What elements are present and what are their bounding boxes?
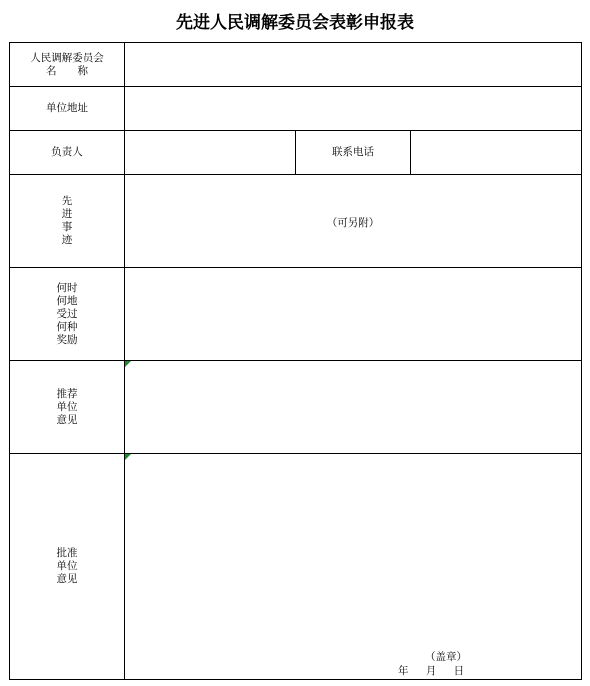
- deeds-label-char: 迹: [61, 234, 73, 246]
- row-recommend: [10, 361, 582, 454]
- awards-label-line: 奖励: [56, 333, 78, 346]
- application-form-table: [9, 42, 582, 680]
- row-responsible: [10, 131, 582, 175]
- recommend-label-line: 意见: [56, 413, 78, 426]
- deeds-label-char: 事: [61, 221, 73, 233]
- form-title: 先进人民调解委员会表彰申报表: [176, 13, 414, 33]
- committee-name-label-line2: 名 称: [46, 64, 88, 77]
- address-field[interactable]: [125, 87, 582, 131]
- approve-label: [10, 454, 125, 680]
- approve-label-line: 批准: [56, 547, 78, 559]
- awards-label-line: 何时: [56, 281, 78, 294]
- awards-label-line: 何种: [56, 320, 78, 333]
- committee-name-field[interactable]: [125, 43, 582, 87]
- row-approve: [10, 454, 582, 680]
- recommend-label-line: 单位: [56, 400, 78, 413]
- phone-label: 联系电话: [296, 131, 411, 175]
- approve-label-line: 意见: [56, 573, 78, 585]
- committee-name-label: [10, 43, 125, 87]
- committee-name-label-line1: 人民调解委员会: [30, 51, 104, 64]
- recommend-label-line: 推荐: [56, 387, 78, 400]
- seal-text: （盖章）: [425, 651, 467, 663]
- approve-label-line: 单位: [56, 560, 78, 572]
- date-text: 年 月 日: [398, 665, 465, 677]
- deeds-label: [10, 175, 125, 268]
- row-awards: [10, 268, 582, 361]
- address-label: 单位地址: [10, 87, 125, 131]
- awards-label-line: 何地: [56, 294, 78, 307]
- deeds-label-char: 先: [61, 195, 73, 207]
- deeds-note: （可另附）: [326, 217, 380, 229]
- phone-field[interactable]: [411, 131, 582, 175]
- row-deeds: [10, 175, 582, 268]
- recommend-field[interactable]: [125, 361, 582, 454]
- awards-field[interactable]: [125, 268, 582, 361]
- responsible-field[interactable]: [125, 131, 296, 175]
- deeds-label-char: 进: [61, 208, 73, 220]
- row-address: [10, 87, 582, 131]
- awards-label: [10, 268, 125, 361]
- approve-field[interactable]: [125, 454, 582, 680]
- responsible-label: 负责人: [10, 131, 125, 175]
- awards-label-line: 受过: [56, 307, 78, 320]
- row-committee-name: [10, 43, 582, 87]
- recommend-label: [10, 361, 125, 454]
- deeds-field[interactable]: [125, 175, 582, 268]
